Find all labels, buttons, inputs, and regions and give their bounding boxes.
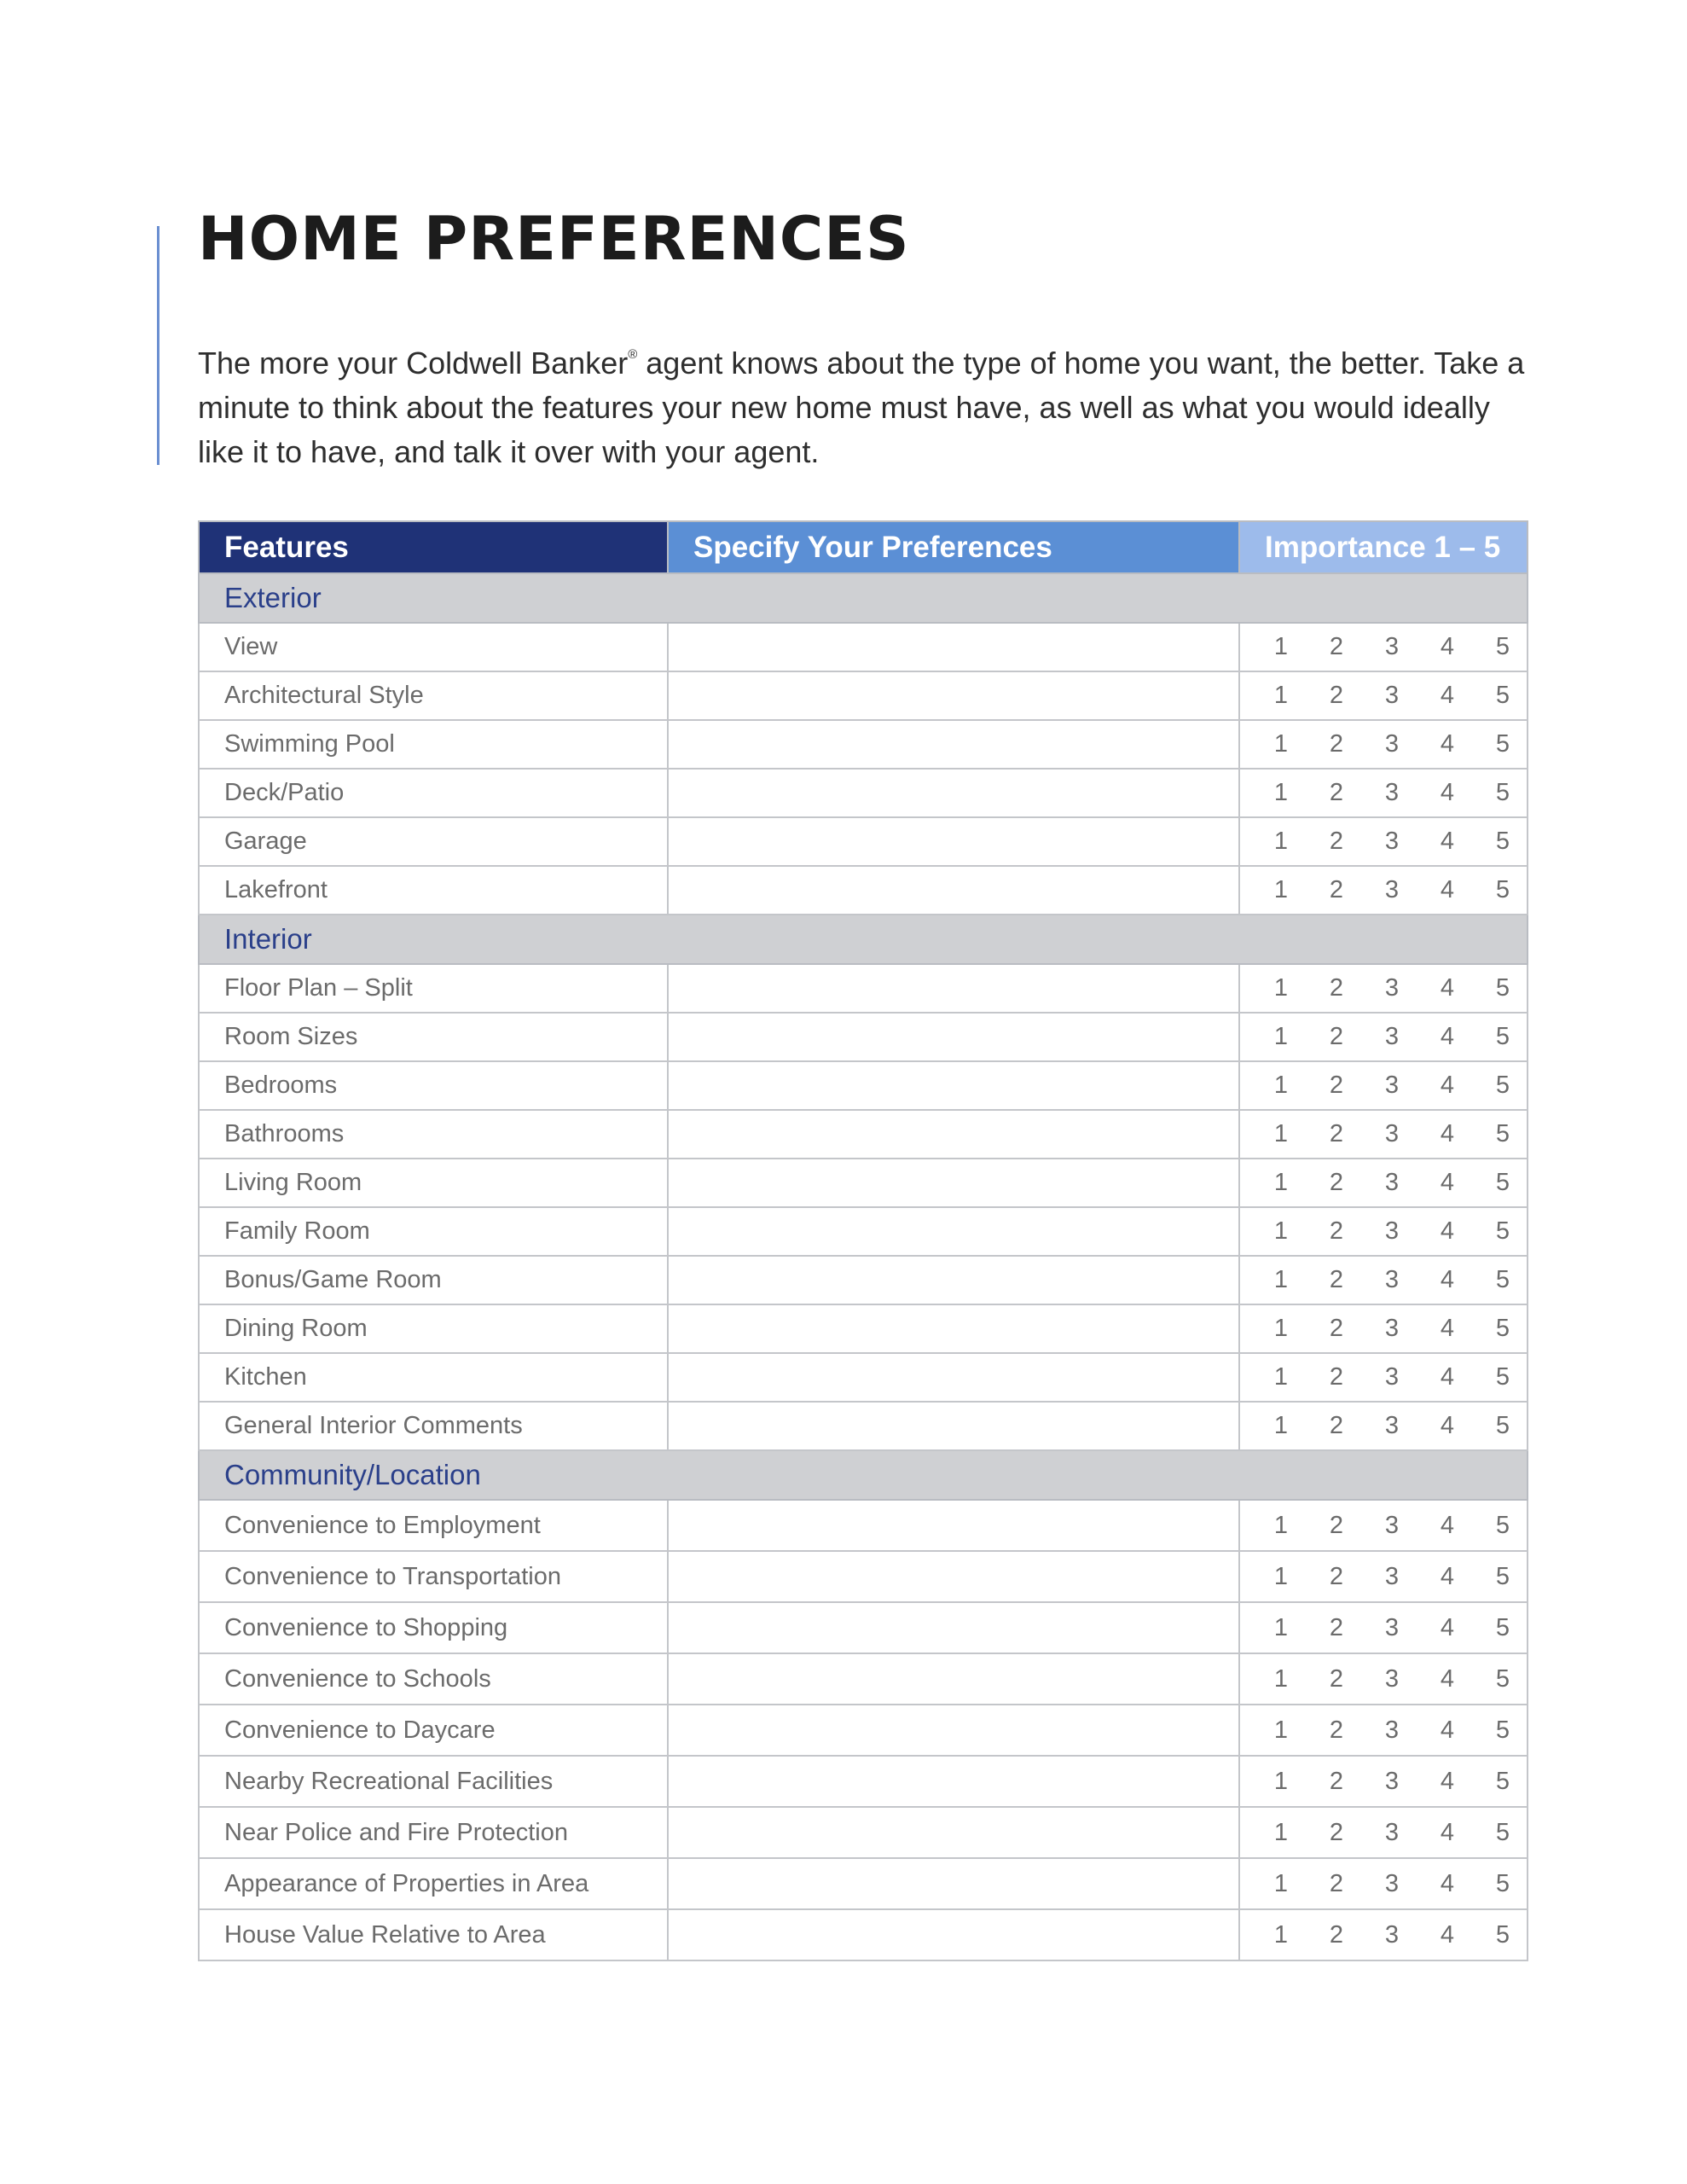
rating-option[interactable]: 4	[1440, 1315, 1455, 1342]
rating-option[interactable]: 2	[1329, 1072, 1344, 1099]
rating-option[interactable]: 4	[1440, 876, 1455, 903]
table-row	[199, 1110, 1528, 1159]
importance-scale	[1239, 1013, 1528, 1061]
rating-option[interactable]: 4	[1440, 1818, 1455, 1846]
table-row	[199, 720, 1528, 769]
table-body	[199, 573, 1528, 1960]
rating-option[interactable]: 3	[1384, 1363, 1400, 1391]
rating-option[interactable]: 4	[1440, 1072, 1455, 1099]
rating-option[interactable]: 2	[1329, 633, 1344, 660]
feature-label: Convenience to Schools	[199, 1653, 668, 1705]
rating-option[interactable]: 3	[1384, 1664, 1400, 1693]
importance-scale	[1239, 1500, 1528, 1551]
rating-option[interactable]: 1	[1273, 1767, 1289, 1795]
rating-option[interactable]: 1	[1273, 1217, 1289, 1245]
rating-option[interactable]: 5	[1495, 779, 1510, 806]
rating-option[interactable]: 2	[1329, 1412, 1344, 1439]
feature-label: Garage	[199, 817, 668, 866]
rating-option[interactable]: 2	[1329, 1363, 1344, 1391]
importance-scale	[1239, 623, 1528, 671]
importance-scale	[1239, 1159, 1528, 1207]
importance-scale	[1239, 720, 1528, 769]
section-row	[199, 915, 1528, 964]
rating-option[interactable]: 2	[1329, 1818, 1344, 1846]
rating-options	[1272, 1665, 1511, 1693]
rating-option[interactable]: 1	[1273, 1869, 1289, 1897]
rating-options	[1272, 1819, 1511, 1847]
feature-label: Bathrooms	[199, 1110, 668, 1159]
rating-options	[1272, 1870, 1511, 1898]
feature-label: Swimming Pool	[199, 720, 668, 769]
rating-option[interactable]: 4	[1440, 1412, 1455, 1439]
feature-label: House Value Relative to Area	[199, 1909, 668, 1960]
rating-option[interactable]: 5	[1495, 1767, 1510, 1795]
importance-scale	[1239, 1256, 1528, 1304]
rating-options	[1272, 1315, 1511, 1343]
rating-option[interactable]: 1	[1273, 1169, 1289, 1196]
rating-option[interactable]: 4	[1440, 1716, 1455, 1744]
rating-options	[1272, 682, 1511, 710]
table-row	[199, 1551, 1528, 1602]
feature-label: Convenience to Employment	[199, 1500, 668, 1551]
feature-label: General Interior Comments	[199, 1402, 668, 1450]
preference-field[interactable]	[668, 817, 1239, 866]
rating-option[interactable]: 3	[1384, 1169, 1400, 1196]
feature-label: Deck/Patio	[199, 769, 668, 817]
rating-options	[1272, 633, 1511, 661]
rating-option[interactable]: 1	[1273, 633, 1289, 660]
rating-option[interactable]: 4	[1440, 1562, 1455, 1590]
feature-label: Living Room	[199, 1159, 668, 1207]
feature-label: Bonus/Game Room	[199, 1256, 668, 1304]
preference-field[interactable]	[668, 1653, 1239, 1705]
rating-option[interactable]: 1	[1273, 1613, 1289, 1641]
rating-option[interactable]: 2	[1329, 1716, 1344, 1744]
rating-option[interactable]: 1	[1273, 1562, 1289, 1590]
importance-scale	[1239, 964, 1528, 1013]
rating-option[interactable]: 1	[1273, 779, 1289, 806]
importance-scale	[1239, 1551, 1528, 1602]
table-row	[199, 1353, 1528, 1402]
rating-options	[1272, 1363, 1511, 1391]
table-row	[199, 1500, 1528, 1551]
preference-field[interactable]	[668, 1256, 1239, 1304]
rating-options	[1272, 974, 1511, 1002]
rating-option[interactable]: 5	[1495, 730, 1510, 758]
rating-option[interactable]: 2	[1329, 1664, 1344, 1693]
rating-option[interactable]: 1	[1273, 1023, 1289, 1050]
importance-scale	[1239, 1110, 1528, 1159]
rating-option[interactable]: 3	[1384, 1818, 1400, 1846]
feature-label: Convenience to Shopping	[199, 1602, 668, 1653]
rating-option[interactable]: 4	[1440, 1023, 1455, 1050]
rating-option[interactable]: 5	[1495, 1363, 1510, 1391]
rating-option[interactable]: 5	[1495, 1023, 1510, 1050]
table-row	[199, 1304, 1528, 1353]
rating-option[interactable]: 5	[1495, 876, 1510, 903]
preference-field[interactable]	[668, 623, 1239, 671]
rating-option[interactable]: 1	[1273, 1412, 1289, 1439]
header-features: Features	[199, 521, 668, 573]
rating-option[interactable]: 1	[1273, 1072, 1289, 1099]
rating-option[interactable]: 4	[1440, 1266, 1455, 1293]
importance-scale	[1239, 1909, 1528, 1960]
rating-option[interactable]: 2	[1329, 779, 1344, 806]
rating-option[interactable]: 5	[1495, 1613, 1510, 1641]
rating-option[interactable]: 2	[1329, 682, 1344, 709]
rating-option[interactable]: 1	[1273, 730, 1289, 758]
rating-options	[1272, 779, 1511, 807]
table-row	[199, 1858, 1528, 1909]
rating-options	[1272, 1120, 1511, 1148]
rating-option[interactable]: 1	[1273, 1266, 1289, 1293]
table-row	[199, 1061, 1528, 1110]
feature-label: Lakefront	[199, 866, 668, 915]
rating-option[interactable]: 3	[1384, 633, 1400, 660]
rating-option[interactable]: 5	[1495, 1511, 1510, 1539]
rating-option[interactable]: 2	[1329, 730, 1344, 758]
preference-field[interactable]	[668, 769, 1239, 817]
importance-scale	[1239, 1602, 1528, 1653]
importance-scale	[1239, 1807, 1528, 1858]
rating-options	[1272, 1921, 1511, 1949]
feature-label: Near Police and Fire Protection	[199, 1807, 668, 1858]
rating-option[interactable]: 5	[1495, 1315, 1510, 1342]
rating-option[interactable]: 2	[1329, 1315, 1344, 1342]
preference-field[interactable]	[668, 1705, 1239, 1756]
table-row	[199, 866, 1528, 915]
rating-option[interactable]: 1	[1273, 1818, 1289, 1846]
rating-option[interactable]: 5	[1495, 1716, 1510, 1744]
rating-option[interactable]: 2	[1329, 974, 1344, 1002]
table-row	[199, 1807, 1528, 1858]
rating-option[interactable]: 4	[1440, 1920, 1455, 1949]
rating-option[interactable]: 3	[1384, 1716, 1400, 1744]
rating-option[interactable]: 4	[1440, 779, 1455, 806]
rating-option[interactable]: 5	[1495, 1266, 1510, 1293]
importance-scale	[1239, 817, 1528, 866]
importance-scale	[1239, 1402, 1528, 1450]
table-row	[199, 1602, 1528, 1653]
rating-options	[1272, 1614, 1511, 1642]
rating-option[interactable]: 3	[1384, 974, 1400, 1002]
rating-option[interactable]: 3	[1384, 730, 1400, 758]
table-row	[199, 623, 1528, 671]
rating-options	[1272, 1072, 1511, 1100]
rating-option[interactable]: 3	[1384, 828, 1400, 855]
rating-option[interactable]: 2	[1329, 1562, 1344, 1590]
rating-option[interactable]: 2	[1329, 1023, 1344, 1050]
importance-scale	[1239, 1705, 1528, 1756]
section-title: Interior	[199, 915, 1528, 964]
rating-option[interactable]: 5	[1495, 1920, 1510, 1949]
preference-field[interactable]	[668, 1159, 1239, 1207]
preference-field[interactable]	[668, 964, 1239, 1013]
preference-field[interactable]	[668, 671, 1239, 720]
rating-option[interactable]: 2	[1329, 1920, 1344, 1949]
rating-options	[1272, 1412, 1511, 1440]
importance-scale	[1239, 769, 1528, 817]
preference-field[interactable]	[668, 1013, 1239, 1061]
rating-option[interactable]: 4	[1440, 974, 1455, 1002]
rating-option[interactable]: 2	[1329, 1511, 1344, 1539]
feature-label: Family Room	[199, 1207, 668, 1256]
feature-label: Architectural Style	[199, 671, 668, 720]
feature-label: View	[199, 623, 668, 671]
rating-option[interactable]: 3	[1384, 779, 1400, 806]
intro-text-end: agent knows about the type of home you want, the better. Take a minute to think about the features your new home must have, as well as what you would ideally like it to have, and talk it over with your agent.	[198, 346, 1525, 469]
rating-option[interactable]: 3	[1384, 1767, 1400, 1795]
rating-option[interactable]: 4	[1440, 1767, 1455, 1795]
table-row	[199, 1013, 1528, 1061]
rating-option[interactable]: 5	[1495, 1217, 1510, 1245]
rating-option[interactable]: 3	[1384, 1920, 1400, 1949]
importance-scale	[1239, 671, 1528, 720]
rating-options	[1272, 1768, 1511, 1796]
table-row	[199, 817, 1528, 866]
rating-option[interactable]: 5	[1495, 974, 1510, 1002]
importance-scale	[1239, 1061, 1528, 1110]
rating-options	[1272, 828, 1511, 856]
rating-option[interactable]: 4	[1440, 1613, 1455, 1641]
rating-option[interactable]: 3	[1384, 1217, 1400, 1245]
rating-option[interactable]: 4	[1440, 1120, 1455, 1147]
feature-label: Appearance of Properties in Area	[199, 1858, 668, 1909]
rating-options	[1272, 1563, 1511, 1591]
preference-field[interactable]	[668, 1500, 1239, 1551]
rating-option[interactable]: 2	[1329, 1217, 1344, 1245]
feature-label: Kitchen	[199, 1353, 668, 1402]
rating-option[interactable]: 1	[1273, 1511, 1289, 1539]
table-row	[199, 1402, 1528, 1450]
rating-option[interactable]: 4	[1440, 633, 1455, 660]
rating-option[interactable]: 2	[1329, 828, 1344, 855]
rating-option[interactable]: 1	[1273, 1363, 1289, 1391]
rating-option[interactable]: 5	[1495, 1169, 1510, 1196]
rating-option[interactable]: 3	[1384, 876, 1400, 903]
feature-label: Nearby Recreational Facilities	[199, 1756, 668, 1807]
rating-option[interactable]: 1	[1273, 1664, 1289, 1693]
section-title: Community/Location	[199, 1450, 1528, 1500]
rating-option[interactable]: 3	[1384, 1072, 1400, 1099]
rating-option[interactable]: 1	[1273, 682, 1289, 709]
rating-option[interactable]: 3	[1384, 1511, 1400, 1539]
preference-field[interactable]	[668, 1756, 1239, 1807]
rating-option[interactable]: 3	[1384, 1562, 1400, 1590]
rating-option[interactable]: 5	[1495, 1664, 1510, 1693]
rating-option[interactable]: 3	[1384, 1613, 1400, 1641]
rating-options	[1272, 1023, 1511, 1051]
rating-option[interactable]: 2	[1329, 1169, 1344, 1196]
accent-bar	[157, 226, 159, 465]
table-row	[199, 769, 1528, 817]
rating-option[interactable]: 5	[1495, 1120, 1510, 1147]
table-header-row	[199, 521, 1528, 573]
preference-field[interactable]	[668, 1402, 1239, 1450]
table-row	[199, 964, 1528, 1013]
rating-option[interactable]: 4	[1440, 682, 1455, 709]
table-row	[199, 1653, 1528, 1705]
rating-option[interactable]: 5	[1495, 828, 1510, 855]
rating-option[interactable]: 3	[1384, 1120, 1400, 1147]
preference-field[interactable]	[668, 1602, 1239, 1653]
table-row	[199, 671, 1528, 720]
rating-option[interactable]: 5	[1495, 1818, 1510, 1846]
table-row	[199, 1705, 1528, 1756]
rating-option[interactable]: 3	[1384, 1266, 1400, 1293]
rating-option[interactable]: 5	[1495, 1072, 1510, 1099]
rating-option[interactable]: 4	[1440, 1363, 1455, 1391]
rating-option[interactable]: 2	[1329, 1120, 1344, 1147]
rating-option[interactable]: 2	[1329, 1266, 1344, 1293]
preference-field[interactable]	[668, 1909, 1239, 1960]
feature-label: Dining Room	[199, 1304, 668, 1353]
page-title: HOME PREFERENCES	[198, 204, 910, 274]
rating-option[interactable]: 4	[1440, 730, 1455, 758]
rating-option[interactable]: 3	[1384, 1315, 1400, 1342]
rating-option[interactable]: 4	[1440, 1217, 1455, 1245]
rating-options	[1272, 876, 1511, 904]
rating-option[interactable]: 5	[1495, 1869, 1510, 1897]
rating-option[interactable]: 1	[1273, 1315, 1289, 1342]
rating-option[interactable]: 1	[1273, 828, 1289, 855]
rating-option[interactable]: 2	[1329, 876, 1344, 903]
rating-option[interactable]: 5	[1495, 1562, 1510, 1590]
importance-scale	[1239, 1653, 1528, 1705]
header-importance: Importance 1 – 5	[1239, 521, 1528, 573]
feature-label: Convenience to Daycare	[199, 1705, 668, 1756]
table-row	[199, 1909, 1528, 1960]
preference-field[interactable]	[668, 1858, 1239, 1909]
table-row	[199, 1256, 1528, 1304]
preference-field[interactable]	[668, 720, 1239, 769]
importance-scale	[1239, 1756, 1528, 1807]
rating-option[interactable]: 5	[1495, 633, 1510, 660]
importance-scale	[1239, 1858, 1528, 1909]
rating-options	[1272, 730, 1511, 758]
preference-field[interactable]	[668, 1207, 1239, 1256]
feature-label: Floor Plan – Split	[199, 964, 668, 1013]
rating-option[interactable]: 2	[1329, 1613, 1344, 1641]
registered-mark: ®	[628, 347, 638, 362]
feature-label: Convenience to Transportation	[199, 1551, 668, 1602]
rating-option[interactable]: 1	[1273, 876, 1289, 903]
rating-option[interactable]: 4	[1440, 1664, 1455, 1693]
table-row	[199, 1207, 1528, 1256]
rating-options	[1272, 1266, 1511, 1294]
intro-text-start: The more your Coldwell Banker	[198, 346, 629, 380]
intro-paragraph	[198, 341, 1528, 474]
preference-field[interactable]	[668, 1353, 1239, 1402]
feature-label: Bedrooms	[199, 1061, 668, 1110]
rating-option[interactable]: 5	[1495, 1412, 1510, 1439]
rating-option[interactable]: 4	[1440, 1869, 1455, 1897]
preferences-table	[198, 520, 1528, 1961]
rating-option[interactable]: 3	[1384, 1869, 1400, 1897]
importance-scale	[1239, 1304, 1528, 1353]
rating-option[interactable]: 1	[1273, 974, 1289, 1002]
rating-option[interactable]: 3	[1384, 1412, 1400, 1439]
section-title: Exterior	[199, 573, 1528, 623]
rating-options	[1272, 1512, 1511, 1540]
section-row	[199, 573, 1528, 623]
rating-option[interactable]: 2	[1329, 1767, 1344, 1795]
rating-options	[1272, 1217, 1511, 1246]
rating-options	[1272, 1716, 1511, 1745]
preference-field[interactable]	[668, 1110, 1239, 1159]
header-preferences: Specify Your Preferences	[668, 521, 1239, 573]
rating-option[interactable]: 1	[1273, 1120, 1289, 1147]
table-row	[199, 1159, 1528, 1207]
rating-options	[1272, 1169, 1511, 1197]
rating-option[interactable]: 3	[1384, 1023, 1400, 1050]
importance-scale	[1239, 1207, 1528, 1256]
rating-option[interactable]: 4	[1440, 828, 1455, 855]
section-row	[199, 1450, 1528, 1500]
preference-field[interactable]	[668, 1807, 1239, 1858]
rating-option[interactable]: 2	[1329, 1869, 1344, 1897]
rating-option[interactable]: 4	[1440, 1511, 1455, 1539]
rating-option[interactable]: 5	[1495, 682, 1510, 709]
rating-option[interactable]: 3	[1384, 682, 1400, 709]
rating-option[interactable]: 1	[1273, 1920, 1289, 1949]
table-row	[199, 1756, 1528, 1807]
preference-field[interactable]	[668, 866, 1239, 915]
preference-field[interactable]	[668, 1061, 1239, 1110]
rating-option[interactable]: 4	[1440, 1169, 1455, 1196]
rating-option[interactable]: 1	[1273, 1716, 1289, 1744]
importance-scale	[1239, 1353, 1528, 1402]
feature-label: Room Sizes	[199, 1013, 668, 1061]
importance-scale	[1239, 866, 1528, 915]
preference-field[interactable]	[668, 1551, 1239, 1602]
preference-field[interactable]	[668, 1304, 1239, 1353]
